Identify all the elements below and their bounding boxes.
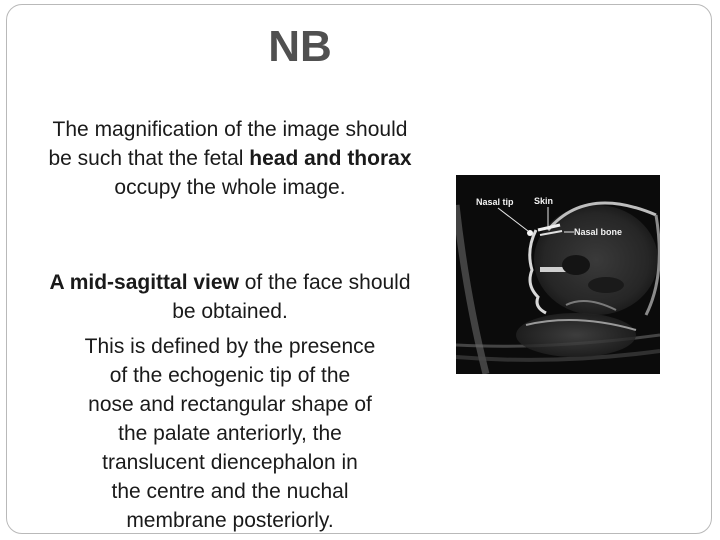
paragraph-magnification-bold: head and thorax [249, 147, 412, 170]
slide-title: NB [268, 22, 332, 71]
paragraph-mid-sagittal [40, 268, 420, 326]
paragraph-definition-line: This is defined by the presence [84, 335, 376, 358]
paragraph-mid-sagittal-bold: A mid-sagittal view [49, 271, 239, 294]
paragraph-mid-sagittal-text: of the face should be obtained. [172, 271, 411, 323]
label-skin: Skin [534, 196, 554, 206]
paragraph-definition-line: membrane posteriorly. [126, 509, 334, 532]
label-nasal-tip: Nasal tip [476, 197, 514, 207]
paragraph-definition-line: translucent diencephalon in [102, 451, 358, 474]
paragraph-magnification-text-1: The magnification of the image should be such that the fetal [48, 118, 408, 170]
paragraph-definition [40, 332, 420, 535]
paragraph-definition-line: the palate anteriorly, the [118, 422, 342, 445]
paragraph-definition-line: nose and rectangular shape of [88, 393, 372, 416]
ultrasound-image [456, 175, 660, 374]
paragraph-definition-line: of the echogenic tip of the [109, 364, 351, 387]
paragraph-magnification [40, 115, 420, 202]
paragraph-definition-line: the centre and the nuchal [111, 480, 349, 503]
label-nasal-bone: Nasal bone [574, 227, 623, 237]
paragraph-magnification-text-2: occupy the whole image. [114, 176, 346, 199]
